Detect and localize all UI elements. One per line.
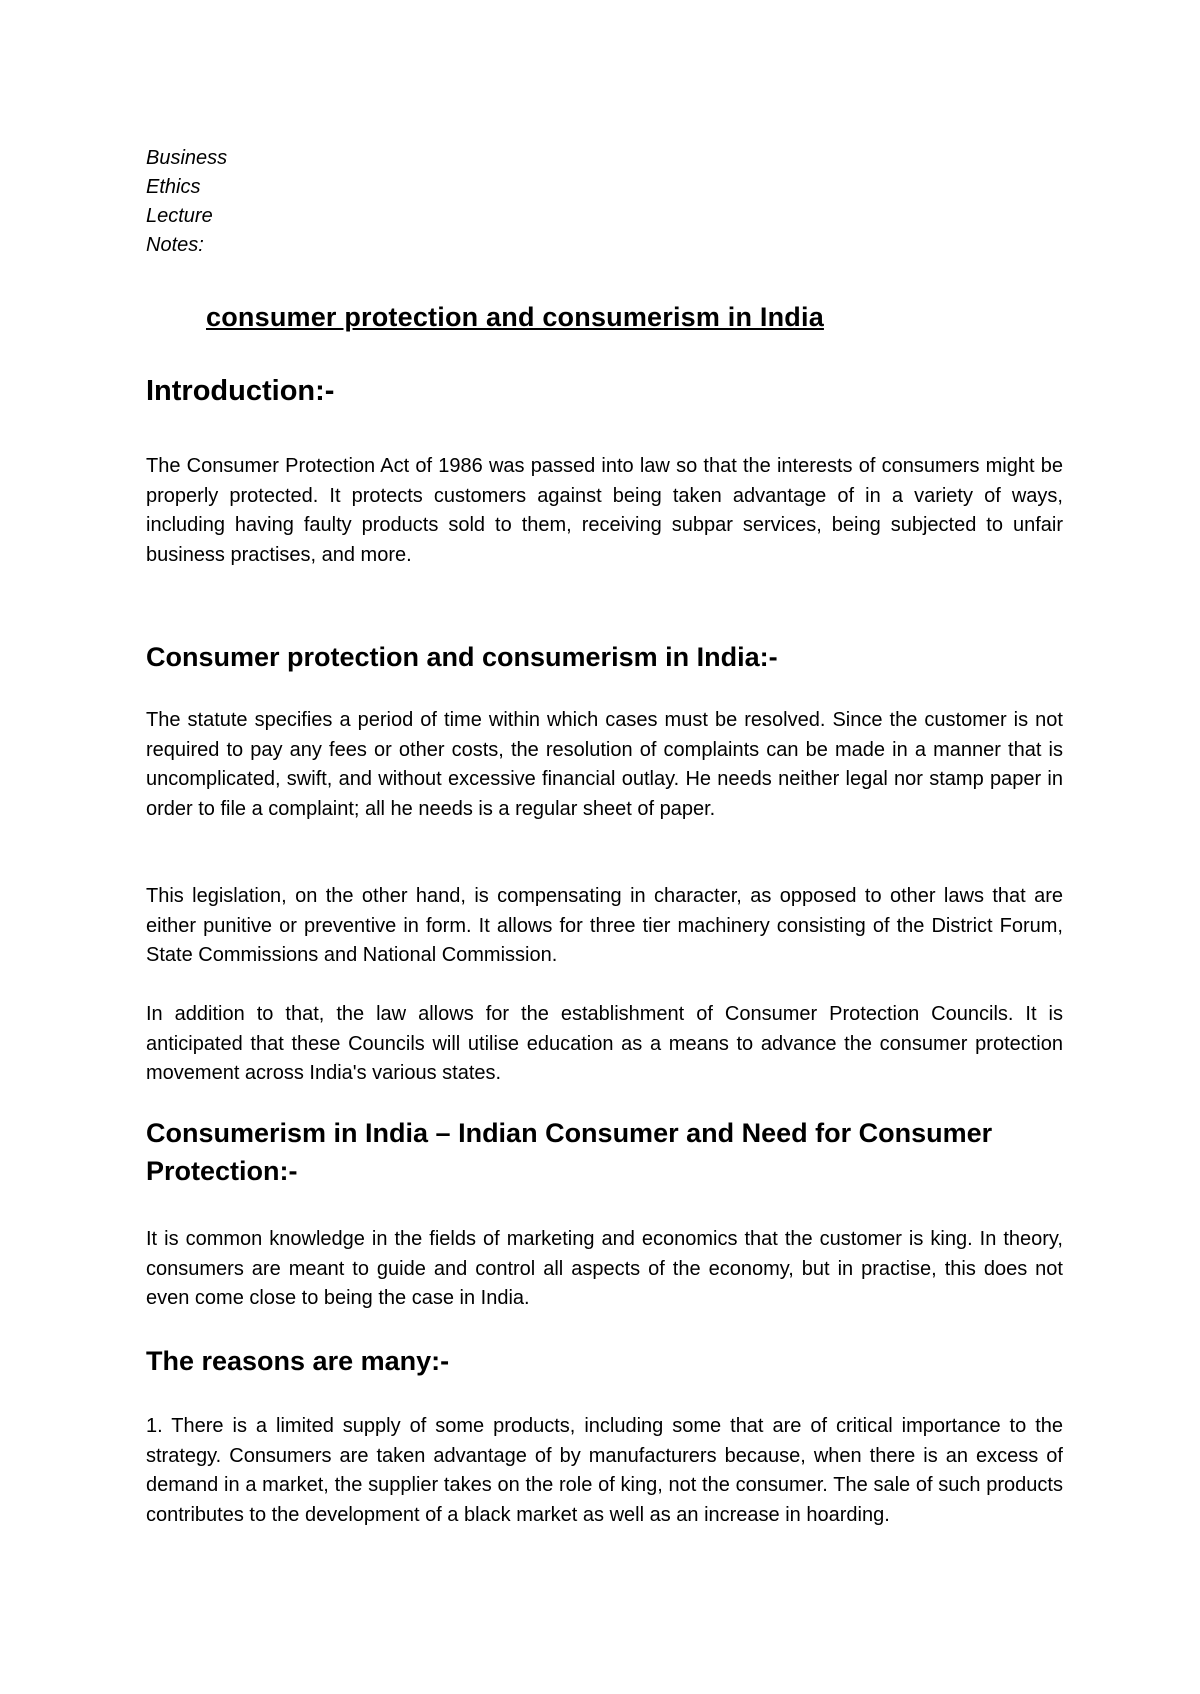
intro-paragraph: The Consumer Protection Act of 1986 was passed into law so that the interests of consumers might be properly protected. It protects customers against being taken advantage of in a variety of ways, including having faulty products sold to them, receiving subpar services, being subjected to unfair business practises, and more. xyxy=(146,455,1063,566)
meta-line: Business xyxy=(146,147,228,169)
document-meta xyxy=(146,144,227,260)
section1-heading: Consumer protection and consumerism in India:- xyxy=(146,642,778,672)
section2-heading: Consumerism in India – Indian Consumer and Need for Consumer Protection:- xyxy=(146,1118,993,1186)
section3-heading: The reasons are many:- xyxy=(146,1346,450,1376)
section1-paragraph-3: In addition to that, the law allows for the establishment of Consumer Protection Councils. It is anticipated that these Councils will utilise education as a means to advance the consumer protection movement across India's various states. xyxy=(146,1003,1063,1084)
intro-heading: Introduction:- xyxy=(146,375,335,407)
meta-line: Ethics xyxy=(146,176,201,198)
meta-line: Notes: xyxy=(146,234,204,256)
meta-line: Lecture xyxy=(146,205,213,227)
section1-paragraph-1: The statute specifies a period of time within which cases must be resolved. Since the customer is not required to pay any fees or other costs, the resolution of complaints can be made in a manner that is uncomplicated, swift, and without excessive financial outlay. He needs neither legal nor stamp paper in order to file a complaint; all he needs is a regular sheet of paper. xyxy=(146,709,1063,820)
section3-paragraph-1: 1. There is a limited supply of some products, including some that are of critical importance to the strategy. Consumers are taken advantage of by manufacturers because, when there is an excess of demand in a market, the supplier takes on the role of king, not the consumer. The sale of such products contributes to the development of a black market as well as an increase in hoarding. xyxy=(146,1415,1063,1526)
document-title: consumer protection and consumerism in India xyxy=(206,302,824,332)
section1-paragraph-2: This legislation, on the other hand, is compensating in character, as opposed to other laws that are either punitive or preventive in form. It allows for three tier machinery consisting of the District Forum, State Commissions and National Commission. xyxy=(146,885,1063,966)
section2-paragraph-1: It is common knowledge in the fields of marketing and economics that the customer is king. In theory, consumers are meant to guide and control all aspects of the economy, but in practise, this does not even come close to being the case in India. xyxy=(146,1228,1063,1309)
